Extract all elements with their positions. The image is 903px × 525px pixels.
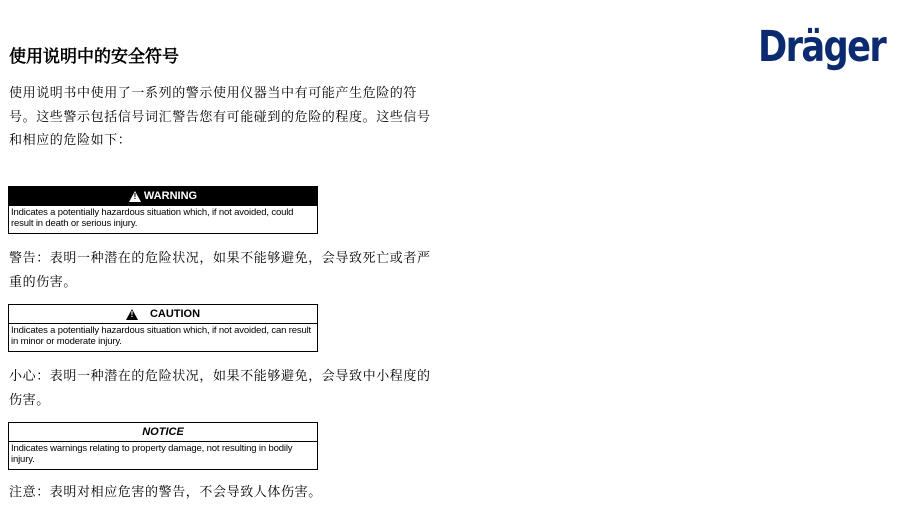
- page-title: 使用说明中的安全符号: [9, 47, 179, 67]
- caution-box: [8, 304, 318, 352]
- notice-header: [9, 423, 317, 441]
- warning-header: [9, 187, 317, 205]
- drager-logo: Dräger: [758, 22, 886, 72]
- warning-box: [8, 186, 318, 234]
- warning-triangle-icon: !: [129, 191, 141, 202]
- caution-triangle-icon: !: [126, 309, 138, 320]
- notice-body: Indicates warnings relating to property damage, not resulting in bodily injury.: [9, 441, 317, 467]
- warning-body: Indicates a potentially hazardous situation which, if not avoided, could result in death or serious injury.: [9, 205, 317, 231]
- warning-description: 警告：表明一种潜在的危险状况，如果不能够避免，会导致死亡或者严重的伤害。: [9, 251, 431, 290]
- caution-body: Indicates a potentially hazardous situation which, if not avoided, can result in minor or moderate injury.: [9, 323, 317, 349]
- warning-label: WARNING: [143, 189, 198, 202]
- caution-header: [9, 305, 317, 323]
- caution-description: 小心：表明一种潜在的危险状况，如果不能够避免，会导致中小程度的伤害。: [9, 369, 431, 408]
- caution-label: CAUTION: [149, 307, 201, 320]
- notice-description: 注意：表明对相应危害的警告，不会导致人体伤害。: [9, 485, 322, 500]
- intro-paragraph: 使用说明书中使用了一系列的警示使用仪器当中有可能产生危险的符号。这些警示包括信号词汇警告您有可能碰到的危险的程度。这些信号和相应的危险如下：: [9, 86, 431, 148]
- notice-box: [8, 422, 318, 470]
- notice-label: NOTICE: [142, 425, 184, 438]
